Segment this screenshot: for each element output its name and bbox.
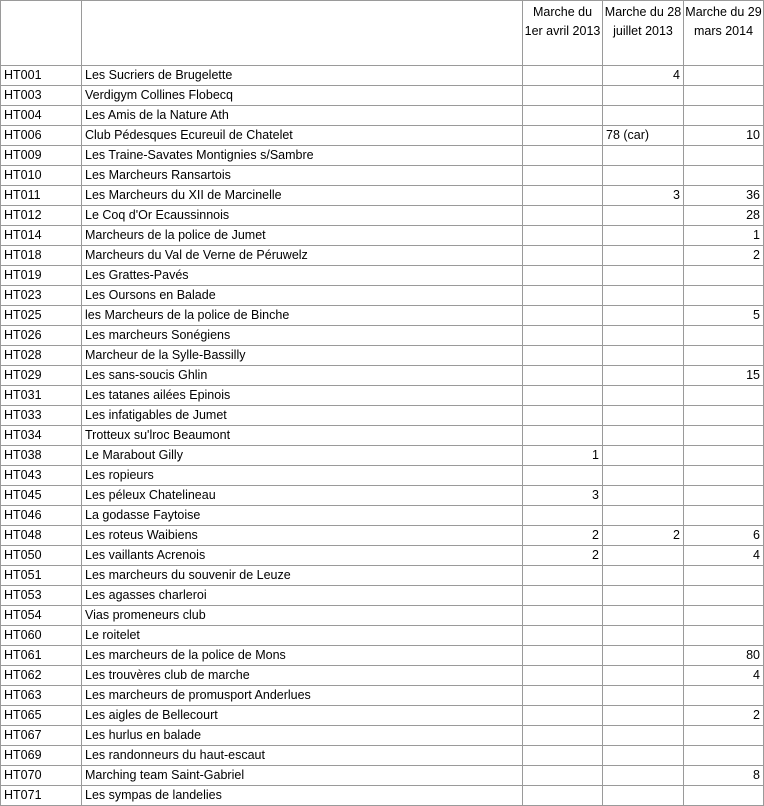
count-28july2013-cell[interactable] [603,726,684,746]
club-code-cell[interactable]: HT045 [1,486,82,506]
count-28july2013-cell[interactable] [603,646,684,666]
count-1april2013-cell[interactable] [523,186,603,206]
count-28july2013-cell[interactable] [603,606,684,626]
club-name-cell[interactable]: Les Grattes-Pavés [82,266,523,286]
count-29march2014-cell[interactable] [684,506,764,526]
count-1april2013-cell[interactable] [523,326,603,346]
club-code-cell[interactable]: HT006 [1,126,82,146]
club-name-cell[interactable]: les Marcheurs de la police de Binche [82,306,523,326]
count-29march2014-cell[interactable] [684,86,764,106]
count-1april2013-cell[interactable] [523,746,603,766]
club-name-cell[interactable]: Les hurlus en balade [82,726,523,746]
count-1april2013-cell[interactable] [523,66,603,86]
club-name-cell[interactable]: Les Marcheurs du XII de Marcinelle [82,186,523,206]
count-1april2013-cell[interactable] [523,406,603,426]
count-1april2013-cell[interactable] [523,206,603,226]
table-row [1,246,764,266]
count-29march2014-cell[interactable] [684,66,764,86]
club-code-cell[interactable]: HT069 [1,746,82,766]
club-code-cell[interactable]: HT038 [1,446,82,466]
count-28july2013-cell[interactable]: 3 [603,186,684,206]
club-code-cell[interactable]: HT071 [1,786,82,806]
header-row [1,1,764,66]
club-name-cell[interactable]: Les Traine-Savates Montignies s/Sambre [82,146,523,166]
count-28july2013-cell[interactable] [603,306,684,326]
club-name-cell[interactable]: Les aigles de Bellecourt [82,706,523,726]
count-29march2014-cell[interactable] [684,686,764,706]
club-code-cell[interactable]: HT025 [1,306,82,326]
count-29march2014-cell[interactable]: 4 [684,546,764,566]
count-1april2013-cell[interactable] [523,266,603,286]
count-28july2013-cell[interactable] [603,346,684,366]
count-29march2014-cell[interactable] [684,726,764,746]
table-row [1,646,764,666]
table-row [1,226,764,246]
count-1april2013-cell[interactable]: 3 [523,486,603,506]
count-28july2013-cell[interactable] [603,546,684,566]
count-1april2013-cell[interactable] [523,386,603,406]
club-code-cell[interactable]: HT031 [1,386,82,406]
count-29march2014-cell[interactable] [684,166,764,186]
table-row [1,506,764,526]
count-28july2013-cell[interactable]: 78 (car) [603,126,684,146]
count-1april2013-cell[interactable] [523,146,603,166]
count-29march2014-cell[interactable] [684,386,764,406]
count-28july2013-cell[interactable] [603,166,684,186]
count-28july2013-cell[interactable] [603,226,684,246]
count-29march2014-cell[interactable] [684,606,764,626]
count-28july2013-cell[interactable] [603,486,684,506]
count-1april2013-cell[interactable] [523,766,603,786]
count-29march2014-cell[interactable]: 2 [684,706,764,726]
club-name-cell[interactable]: Les sympas de landelies [82,786,523,806]
header-code-cell[interactable] [1,1,82,66]
count-1april2013-cell[interactable] [523,726,603,746]
table-row [1,666,764,686]
club-code-cell[interactable]: HT067 [1,726,82,746]
table-row [1,366,764,386]
club-code-cell[interactable]: HT061 [1,646,82,666]
table-row [1,746,764,766]
club-code-cell[interactable]: HT050 [1,546,82,566]
club-code-cell[interactable]: HT001 [1,66,82,86]
count-29march2014-cell[interactable]: 5 [684,306,764,326]
count-29march2014-cell[interactable]: 2 [684,246,764,266]
club-code-cell[interactable]: HT012 [1,206,82,226]
count-29march2014-cell[interactable]: 80 [684,646,764,666]
club-code-cell[interactable]: HT019 [1,266,82,286]
table-row [1,286,764,306]
table-row [1,266,764,286]
count-1april2013-cell[interactable] [523,626,603,646]
count-29march2014-cell[interactable] [684,626,764,646]
count-28july2013-cell[interactable] [603,786,684,806]
count-29march2014-cell[interactable] [684,746,764,766]
club-name-cell[interactable]: Marching team Saint-Gabriel [82,766,523,786]
table-row [1,546,764,566]
club-name-cell[interactable]: Vias promeneurs club [82,606,523,626]
table-row [1,126,764,146]
table-row [1,86,764,106]
club-name-cell[interactable]: Les péleux Chatelineau [82,486,523,506]
count-28july2013-cell[interactable] [603,206,684,226]
count-29march2014-cell[interactable] [684,586,764,606]
count-29march2014-cell[interactable]: 28 [684,206,764,226]
count-28july2013-cell[interactable] [603,146,684,166]
table-row [1,426,764,446]
club-name-cell[interactable]: Les Amis de la Nature Ath [82,106,523,126]
club-code-cell[interactable]: HT063 [1,686,82,706]
table-row [1,146,764,166]
count-1april2013-cell[interactable]: 2 [523,526,603,546]
count-28july2013-cell[interactable] [603,426,684,446]
count-1april2013-cell[interactable] [523,506,603,526]
count-29march2014-cell[interactable]: 36 [684,186,764,206]
club-code-cell[interactable]: HT043 [1,466,82,486]
count-29march2014-cell[interactable]: 10 [684,126,764,146]
club-code-cell[interactable]: HT060 [1,626,82,646]
count-28july2013-cell[interactable] [603,506,684,526]
table-row [1,566,764,586]
count-28july2013-cell[interactable] [603,466,684,486]
count-1april2013-cell[interactable] [523,226,603,246]
count-1april2013-cell[interactable]: 1 [523,446,603,466]
club-name-cell[interactable]: Club Pédesques Ecureuil de Chatelet [82,126,523,146]
club-code-cell[interactable]: HT028 [1,346,82,366]
club-code-cell[interactable]: HT011 [1,186,82,206]
count-1april2013-cell[interactable] [523,286,603,306]
count-28july2013-cell[interactable] [603,746,684,766]
club-code-cell[interactable]: HT009 [1,146,82,166]
count-1april2013-cell[interactable] [523,566,603,586]
club-name-cell[interactable]: Les sans-soucis Ghlin [82,366,523,386]
club-code-cell[interactable]: HT054 [1,606,82,626]
count-29march2014-cell[interactable] [684,466,764,486]
count-28july2013-cell[interactable] [603,366,684,386]
count-1april2013-cell[interactable] [523,786,603,806]
count-1april2013-cell[interactable] [523,126,603,146]
count-29march2014-cell[interactable]: 1 [684,226,764,246]
club-name-cell[interactable]: Les marcheurs de la police de Mons [82,646,523,666]
count-29march2014-cell[interactable] [684,326,764,346]
club-name-cell[interactable]: Les infatigables de Jumet [82,406,523,426]
count-28july2013-cell[interactable] [603,666,684,686]
club-code-cell[interactable]: HT023 [1,286,82,306]
table-row [1,66,764,86]
club-code-cell[interactable]: HT010 [1,166,82,186]
club-name-cell[interactable]: Les marcheurs de promusport Anderlues [82,686,523,706]
count-1april2013-cell[interactable] [523,606,603,626]
club-name-cell[interactable]: Le Marabout Gilly [82,446,523,466]
count-29march2014-cell[interactable] [684,566,764,586]
table-row [1,106,764,126]
count-29march2014-cell[interactable] [684,786,764,806]
count-28july2013-cell[interactable] [603,406,684,426]
count-28july2013-cell[interactable]: 2 [603,526,684,546]
header-date-1april2013[interactable]: Marche du 1er avril 2013 [523,1,603,66]
table-row [1,526,764,546]
club-code-cell[interactable]: HT029 [1,366,82,386]
table-row [1,446,764,466]
count-1april2013-cell[interactable] [523,166,603,186]
count-29march2014-cell[interactable]: 6 [684,526,764,546]
count-28july2013-cell[interactable] [603,766,684,786]
count-28july2013-cell[interactable] [603,286,684,306]
table-row [1,586,764,606]
table-row [1,726,764,746]
club-name-cell[interactable]: Les tatanes ailées Epinois [82,386,523,406]
club-name-cell[interactable]: Le roitelet [82,626,523,646]
club-name-cell[interactable]: Trotteux su'lroc Beaumont [82,426,523,446]
count-29march2014-cell[interactable] [684,446,764,466]
header-name-cell[interactable] [82,1,523,66]
count-29march2014-cell[interactable] [684,346,764,366]
header-date-28july2013[interactable]: Marche du 28 juillet 2013 [603,1,684,66]
club-name-cell[interactable]: Les ropieurs [82,466,523,486]
count-1april2013-cell[interactable] [523,246,603,266]
table-row [1,706,764,726]
table-row [1,786,764,806]
table-row [1,346,764,366]
count-28july2013-cell[interactable] [603,246,684,266]
header-date-29march2014[interactable]: Marche du 29 mars 2014 [684,1,764,66]
count-1april2013-cell[interactable] [523,346,603,366]
count-28july2013-cell[interactable] [603,586,684,606]
count-28july2013-cell[interactable] [603,566,684,586]
club-name-cell[interactable]: Les Sucriers de Brugelette [82,66,523,86]
table-row [1,486,764,506]
count-1april2013-cell[interactable] [523,306,603,326]
count-28july2013-cell[interactable] [603,446,684,466]
table-row [1,166,764,186]
club-name-cell[interactable]: Marcheurs de la police de Jumet [82,226,523,246]
club-code-cell[interactable]: HT034 [1,426,82,446]
count-1april2013-cell[interactable] [523,426,603,446]
count-28july2013-cell[interactable] [603,706,684,726]
count-28july2013-cell[interactable] [603,266,684,286]
table-row [1,626,764,646]
club-name-cell[interactable]: Les trouvères club de marche [82,666,523,686]
count-1april2013-cell[interactable] [523,706,603,726]
club-name-cell[interactable]: Les agasses charleroi [82,586,523,606]
count-1april2013-cell[interactable] [523,106,603,126]
count-1april2013-cell[interactable]: 2 [523,546,603,566]
count-28july2013-cell[interactable]: 4 [603,66,684,86]
count-28july2013-cell[interactable] [603,326,684,346]
club-code-cell[interactable]: HT014 [1,226,82,246]
club-code-cell[interactable]: HT070 [1,766,82,786]
table-row [1,306,764,326]
club-code-cell[interactable]: HT004 [1,106,82,126]
club-code-cell[interactable]: HT065 [1,706,82,726]
count-28july2013-cell[interactable] [603,626,684,646]
table-row [1,686,764,706]
count-1april2013-cell[interactable] [523,86,603,106]
count-29march2014-cell[interactable] [684,486,764,506]
club-name-cell[interactable]: Les randonneurs du haut-escaut [82,746,523,766]
count-29march2014-cell[interactable] [684,266,764,286]
table-row [1,186,764,206]
count-28july2013-cell[interactable] [603,686,684,706]
count-29march2014-cell[interactable] [684,106,764,126]
table-row [1,766,764,786]
count-1april2013-cell[interactable] [523,686,603,706]
club-name-cell[interactable]: Verdigym Collines Flobecq [82,86,523,106]
club-name-cell[interactable]: Les marcheurs Sonégiens [82,326,523,346]
table-row [1,466,764,486]
club-name-cell[interactable]: Les marcheurs du souvenir de Leuze [82,566,523,586]
count-29march2014-cell[interactable] [684,426,764,446]
table-row [1,386,764,406]
table-row [1,206,764,226]
club-name-cell[interactable]: Marcheurs du Val de Verne de Péruwelz [82,246,523,266]
club-code-cell[interactable]: HT053 [1,586,82,606]
count-1april2013-cell[interactable] [523,666,603,686]
count-29march2014-cell[interactable] [684,406,764,426]
count-28july2013-cell[interactable] [603,86,684,106]
table-body [1,1,764,806]
club-code-cell[interactable]: HT051 [1,566,82,586]
count-1april2013-cell[interactable] [523,646,603,666]
club-code-cell[interactable]: HT033 [1,406,82,426]
club-name-cell[interactable]: Les Marcheurs Ransartois [82,166,523,186]
count-29march2014-cell[interactable]: 4 [684,666,764,686]
club-name-cell[interactable]: Marcheur de la Sylle-Bassilly [82,346,523,366]
club-code-cell[interactable]: HT048 [1,526,82,546]
club-name-cell[interactable]: Les Oursons en Balade [82,286,523,306]
club-name-cell[interactable]: La godasse Faytoise [82,506,523,526]
count-29march2014-cell[interactable]: 8 [684,766,764,786]
table-row [1,326,764,346]
club-name-cell[interactable]: Le Coq d'Or Ecaussinnois [82,206,523,226]
club-code-cell[interactable]: HT003 [1,86,82,106]
table-row [1,406,764,426]
count-28july2013-cell[interactable] [603,106,684,126]
count-29march2014-cell[interactable] [684,286,764,306]
count-29march2014-cell[interactable] [684,146,764,166]
count-28july2013-cell[interactable] [603,386,684,406]
club-code-cell[interactable]: HT026 [1,326,82,346]
club-code-cell[interactable]: HT062 [1,666,82,686]
count-1april2013-cell[interactable] [523,586,603,606]
count-1april2013-cell[interactable] [523,366,603,386]
table-row [1,606,764,626]
count-29march2014-cell[interactable]: 15 [684,366,764,386]
club-code-cell[interactable]: HT046 [1,506,82,526]
count-1april2013-cell[interactable] [523,466,603,486]
club-code-cell[interactable]: HT018 [1,246,82,266]
club-name-cell[interactable]: Les vaillants Acrenois [82,546,523,566]
club-name-cell[interactable]: Les roteus Waibiens [82,526,523,546]
